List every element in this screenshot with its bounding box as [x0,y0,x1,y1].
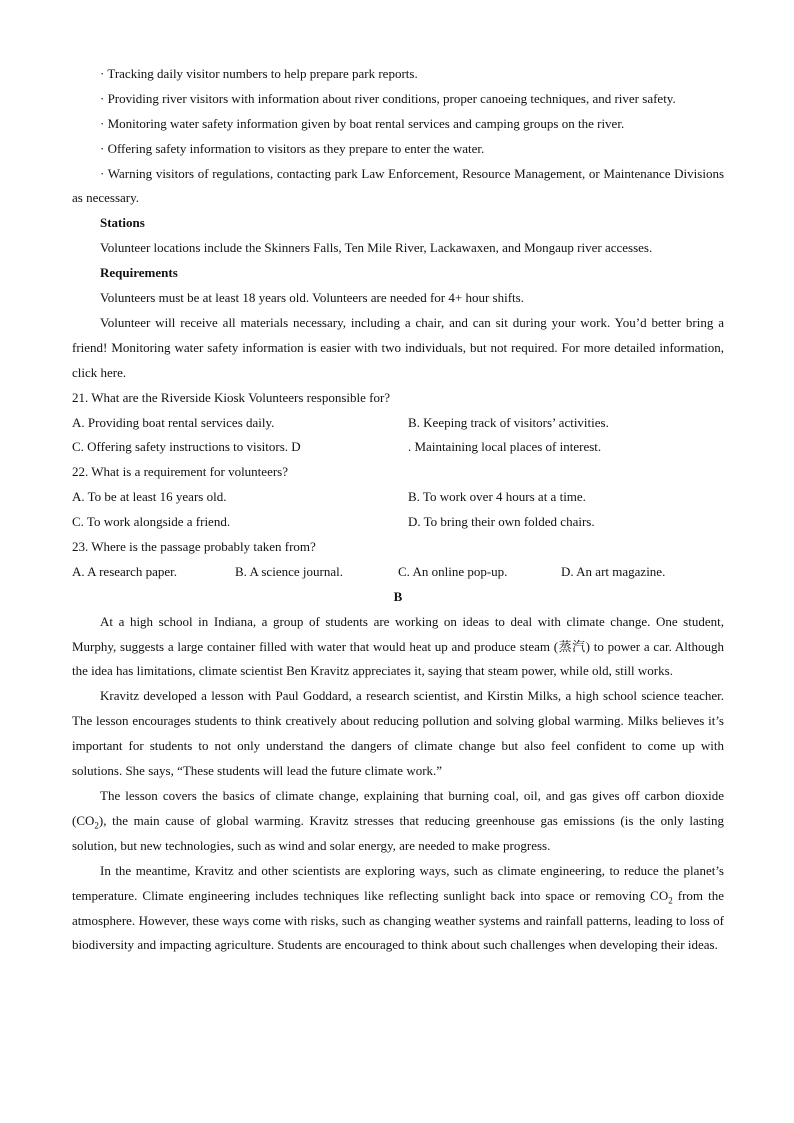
question-22: 22. What is a requirement for volunteers? [72,464,288,480]
q21-option-d[interactable]: . Maintaining local places of interest. [408,439,602,455]
requirements-heading: Requirements [100,265,178,281]
document-page [72,62,724,958]
q21-option-a[interactable]: A. Providing boat rental services daily. [72,414,275,430]
section-b-paragraph-1: At a high school in Indiana, a group of students are working on ideas to deal with climate change. One student, Murphy, suggests a large container filled with water that would heat up and produce steam (蒸汽) to power a car. Although the idea has limitations, climate scientist Ben Kravitz appreciates it, saying that steam power, while old, still works. [72,613,724,679]
duty-item-5: · Warning visitors of regulations, contacting park Law Enforcement, Resource Management, or Maintenance Divisions as necessary. [72,165,724,206]
section-b-paragraph-3 [72,784,724,859]
section-b-heading: B [393,588,403,604]
p4-text-before: In the meantime, Kravitz and other scientists are exploring ways, such as climate engineering, to reduce the planet’s temperature. Climate engineering includes techniques like reflecting sunlight back into space or removing CO [72,862,724,903]
q22-option-a[interactable]: A. To be at least 16 years old. [72,489,227,505]
q23-option-a[interactable]: A. A research paper. [72,563,178,579]
requirements-paragraph: Volunteer will receive all materials necessary, including a chair, and can sit during your work. You’d better bring a friend! Monitoring water safety information is easier with two individuals, but not required. For more detailed information, click here. [72,314,724,380]
co2-subscript: 2 [94,820,99,831]
q22-option-d[interactable]: D. To bring their own folded chairs. [408,514,595,530]
q22-options-row-2 [72,510,724,535]
question-23: 23. Where is the passage probably taken from? [72,539,316,554]
section-b-paragraph-2: Kravitz developed a lesson with Paul Goddard, a research scientist, and Kirstin Milks, a high school science teacher. The lesson encourages students to think creatively about reducing pollution and solving global warming. Milks believes it’s important for students to not only understand the dangers of climate change but also feel confident to come up with solutions. She says, “These students will lead the future climate work.” [72,688,724,779]
q21-options-row-1 [72,411,724,436]
stations-heading: Stations [100,215,145,231]
stations-text: Volunteer locations include the Skinners Falls, Ten Mile River, Lackawaxen, and Mongaup river accesses. [100,240,653,256]
p3-text-after: ), the main cause of global warming. Kravitz stresses that reducing greenhouse gas emissions (is the only lasting solution, but new technologies, such as wind and solar energy, are needed to make progress. [72,812,724,853]
q22-option-b[interactable]: B. To work over 4 hours at a time. [408,489,586,505]
q23-option-c[interactable]: C. An online pop-up. [398,563,508,579]
co2-subscript: 2 [668,895,673,906]
q21-options-row-2 [72,435,724,460]
q21-option-c[interactable]: C. Offering safety instructions to visitors. D [72,439,301,455]
q21-option-b[interactable]: B. Keeping track of visitors’ activities. [408,414,609,430]
duty-item-1: · Tracking daily visitor numbers to help prepare park reports. [100,66,418,81]
q23-option-d[interactable]: D. An art magazine. [561,563,666,579]
p3-text-before: The lesson covers the basics of climate change, explaining that burning coal, oil, and gas gives off carbon dioxide (CO [72,788,724,828]
duty-item-4: · Offering safety information to visitors as they prepare to enter the water. [100,140,485,156]
duty-item-3: · Monitoring water safety information given by boat rental services and camping groups on the river. [100,115,625,131]
q23-options-row [72,560,724,585]
q23-option-b[interactable]: B. A science journal. [235,563,343,579]
question-21: 21. What are the Riverside Kiosk Volunteers responsible for? [72,389,391,405]
q22-options-row-1 [72,485,724,510]
duty-item-2: · Providing river visitors with information about river conditions, proper canoeing techniques, and river safety. [100,90,676,106]
p4-text-after: from the atmosphere. However, these ways come with risks, such as changing weather systems and rainfall patterns, leading to loss of biodiversity and impacting agriculture. Students are encouraged to think about such challenges when developing their ideas. [72,887,724,953]
q22-option-c[interactable]: C. To work alongside a friend. [72,514,231,530]
requirements-line: Volunteers must be at least 18 years old. Volunteers are needed for 4+ hour shifts. [100,290,524,306]
section-b-paragraph-4 [72,859,724,959]
